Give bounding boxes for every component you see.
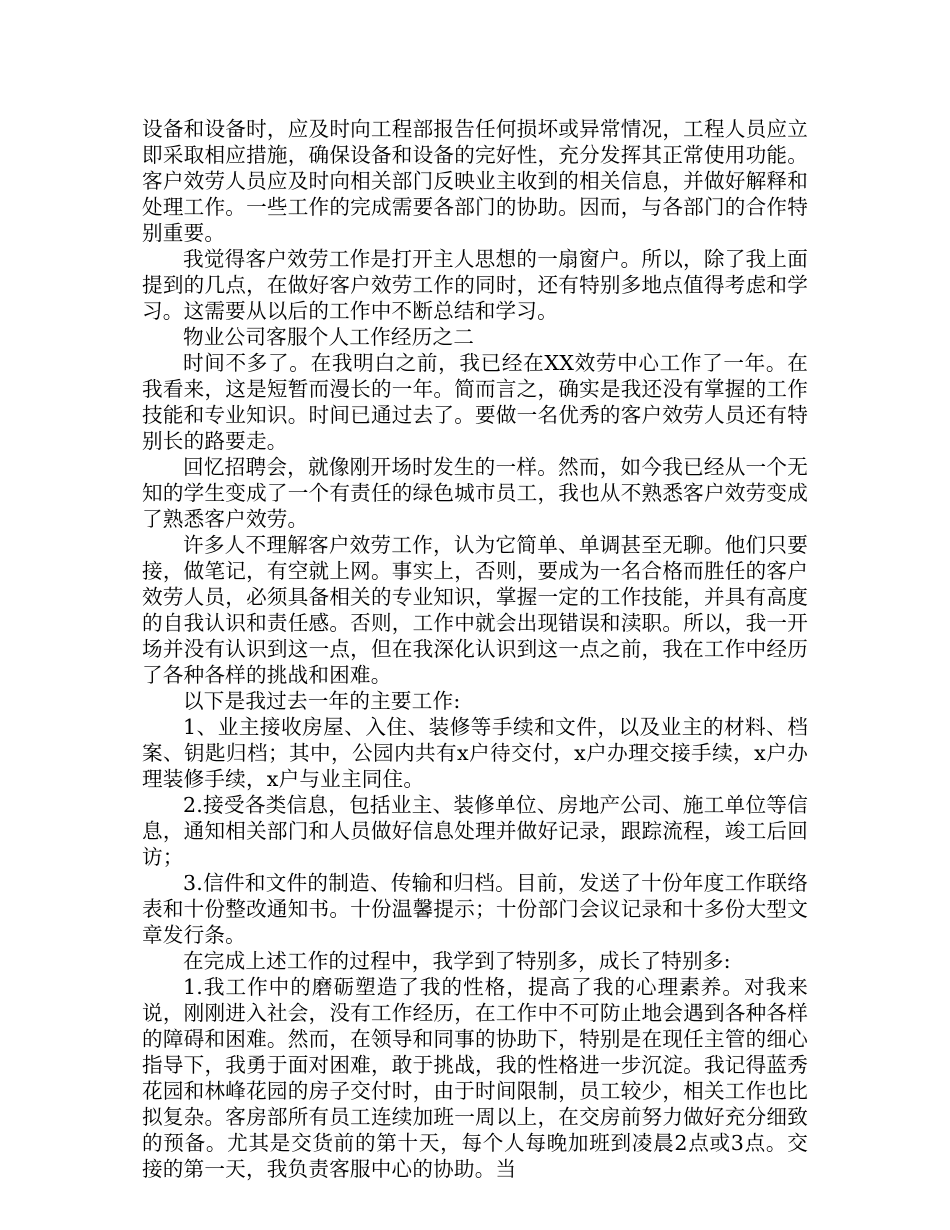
growth-intro: 在完成上述工作的过程中，我学到了特别多，成长了特别多: [183,949,731,973]
section-heading: 物业公司客服个人工作经历之二 [183,325,475,349]
list-intro: 以下是我过去一年的主要工作: [183,689,461,713]
paragraph-4: 回忆招聘会，就像刚开场时发生的一样。然而，如今我已经从一个无知的学生变成了一个有责任的绿色城市员工，我也从不熟悉客户效劳变成了熟悉客户效劳。 [142,455,808,531]
document-page [142,116,808,1182]
growth-item-1: 1.我工作中的磨砺塑造了我的性格，提高了我的心理素养。对我来说，刚刚进入社会，没有工作经历，在工作中不可防止地会遇到各种各样的障碍和困难。然而，在领导和同事的协助下，特别是在现任主管的细心指导下，我勇于面对困难，敢于挑战，我的性格进一步沉淀。我记得蓝秀花园和林峰花园的房子交付时，由于时间限制，员工较少，相关工作也比拟复杂。客房部所有员工连续加班一周以上，在交房前努力做好充分细致的预备。尤其是交货前的第十天，每个人每晚加班到凌晨2点或3点。交接的第一天，我负责客服中心的协助。当 [142,975,808,1181]
paragraph-2: 我觉得客户效劳工作是打开主人思想的一扇窗户。所以，除了我上面提到的几点，在做好客户效劳工作的同时，还有特别多地点值得考虑和学习。这需要从以后的工作中不断总结和学习。 [142,247,808,323]
list-item-2: 2.接受各类信息，包括业主、装修单位、房地产公司、施工单位等信息，通知相关部门和人员做好信息处理并做好记录，跟踪流程，竣工后回访； [142,793,808,869]
list-item-3: 3.信件和文件的制造、传输和归档。目前，发送了十份年度工作联络表和十份整改通知书。十份温馨提示；十份部门会议记录和十多份大型文章发行条。 [142,871,808,947]
paragraph-3: 时间不多了。在我明白之前，我已经在XX效劳中心工作了一年。在我看来，这是短暂而漫长的一年。简而言之，确实是我还没有掌握的工作技能和专业知识。时间已通过去了。要做一名优秀的客户效劳人员还有特别长的路要走。 [142,351,808,453]
paragraph-5: 许多人不理解客户效劳工作，认为它简单、单调甚至无聊。他们只要接，做笔记，有空就上网。事实上，否则，要成为一名合格而胜任的客户效劳人员，必须具备相关的专业知识，掌握一定的工作技能，并具有高度的自我认识和责任感。否则，工作中就会出现错误和渎职。所以，我一开场并没有认识到这一点，但在我深化认识到这一点之前，我在工作中经历了各种各样的挑战和困难。 [142,533,808,687]
paragraph-1: 设备和设备时，应及时向工程部报告任何损坏或异常情况，工程人员应立即采取相应措施，确保设备和设备的完好性，充分发挥其正常使用功能。客户效劳人员应及时向相关部门反映业主收到的相关信息，并做好解释和处理工作。一些工作的完成需要各部门的协助。因而，与各部门的合作特别重要。 [142,117,808,245]
list-item-1: 1、业主接收房屋、入住、装修等手续和文件，以及业主的材料、档案、钥匙归档；其中，公园内共有x户待交付，x户办理交接手续，x户办理装修手续，x户与业主同住。 [142,715,808,791]
